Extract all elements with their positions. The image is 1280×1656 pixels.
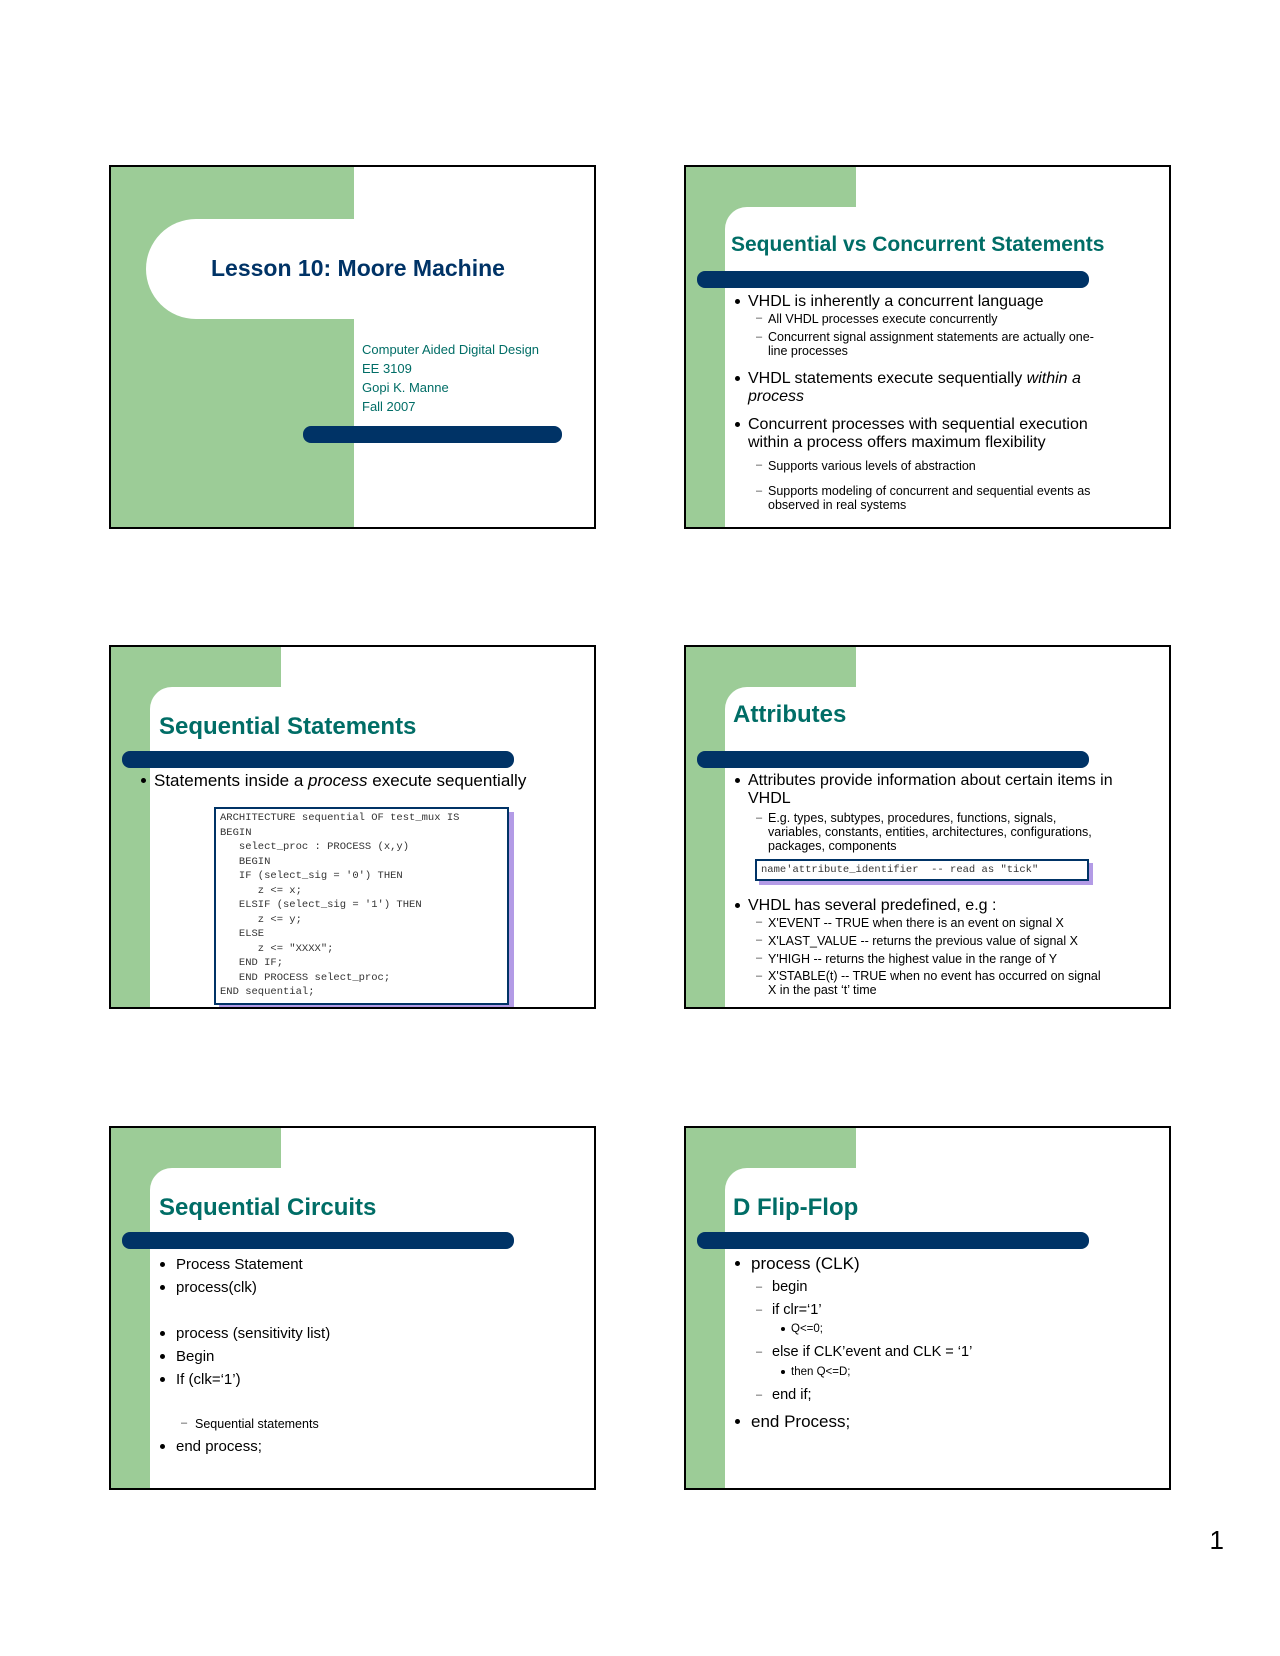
bullet-item: process (CLK) — [733, 1254, 860, 1274]
slide-4 — [684, 645, 1171, 1009]
slide-title: Sequential Circuits — [159, 1194, 377, 1221]
bullet-item: VHDL has several predefined, e.g : — [733, 897, 996, 915]
bullet-dot — [160, 1444, 165, 1449]
subtitle-term: Fall 2007 — [362, 399, 416, 414]
code-block: ARCHITECTURE sequential OF test_mux IS BEGIN select_proc : PROCESS (x,y) BEGIN IF (select_sig = '0') THEN z <= x; ELSIF (select_sig = '1') THEN z <= y; ELSE z <= "XXXX"; END IF; END PROCESS select_proc; END sequential; — [214, 807, 509, 1005]
bullet-item: process (sensitivity list) — [158, 1325, 330, 1342]
slide-title: Sequential Statements — [159, 713, 417, 740]
accent-bar — [697, 751, 1089, 768]
bullet-item: end Process; — [733, 1412, 850, 1432]
accent-bar — [697, 271, 1089, 288]
sub-sub-bullet-item: then Q<=D; — [781, 1366, 850, 1378]
bullet-item: Concurrent processes with sequential execution within a process offers maximum flexibility — [733, 416, 1088, 452]
bullet-item: VHDL is inherently a concurrent language — [733, 293, 1044, 311]
bullet-dot — [160, 1331, 165, 1336]
bullet-item: Process Statement — [158, 1256, 303, 1273]
bullet-dot — [141, 778, 146, 783]
bullet-item: end process; — [158, 1438, 262, 1455]
sub-sub-bullet-item: Q<=0; — [781, 1323, 823, 1335]
sub-bullet-item: – if clr=‘1’ — [756, 1302, 822, 1318]
bullet-item: Statements inside a process execute sequentially — [139, 771, 526, 791]
slide-3 — [109, 645, 596, 1009]
subtitle-course: Computer Aided Digital Design — [362, 342, 540, 357]
slide-title: Sequential vs Concurrent Statements — [731, 233, 1105, 256]
bullet-dot — [781, 1370, 785, 1374]
bullet-item: If (clk=‘1’) — [158, 1371, 241, 1388]
slide-2 — [684, 165, 1171, 529]
sub-bullet-item: – All VHDL processes execute concurrently — [756, 312, 998, 326]
bullet-dot — [735, 903, 740, 908]
sub-bullet-item: – X'STABLE(t) -- TRUE when no event has occurred on signal X in the past ‘t’ time — [756, 969, 1101, 997]
bullet-dot — [735, 299, 740, 304]
bullet-dot — [781, 1327, 785, 1331]
accent-bar — [303, 426, 562, 443]
sub-bullet-item: – Concurrent signal assignment statements are actually one- line processes — [756, 330, 1094, 358]
bullet-dot — [160, 1354, 165, 1359]
sub-bullet-item: – X'EVENT -- TRUE when there is an event on signal X — [756, 916, 1064, 930]
sub-bullet-item: – X'LAST_VALUE -- returns the previous value of signal X — [756, 934, 1078, 948]
slide-6 — [684, 1126, 1171, 1490]
code-block: name'attribute_identifier -- read as "tick" — [755, 859, 1089, 881]
accent-bar — [697, 1232, 1089, 1249]
sub-bullet-item: – E.g. types, subtypes, procedures, functions, signals, variables, constants, entities, architectures, configurations, packages, components — [756, 811, 1092, 853]
slide-title: Attributes — [733, 701, 847, 728]
subtitle-author: Gopi K. Manne — [362, 380, 449, 395]
accent-bar — [122, 1232, 514, 1249]
sub-bullet-item: – Supports modeling of concurrent and sequential events as observed in real systems — [756, 484, 1091, 512]
slide-subtitle — [362, 340, 539, 416]
bullet-dot — [735, 376, 740, 381]
sub-bullet-item: – Supports various levels of abstraction — [756, 459, 976, 473]
bullet-item: Begin — [158, 1348, 214, 1365]
bullet-dot — [735, 422, 740, 427]
bullet-item: VHDL statements execute sequentially within a process — [733, 370, 1081, 406]
sub-bullet-item: – else if CLK’event and CLK = ‘1’ — [756, 1344, 973, 1360]
bullet-dot — [735, 1261, 740, 1266]
sub-bullet-item: – Y'HIGH -- returns the highest value in the range of Y — [756, 952, 1058, 966]
bullet-dot — [735, 1419, 740, 1424]
bullet-dot — [160, 1377, 165, 1382]
page-number: 1 — [1209, 1525, 1224, 1555]
slide-1 — [109, 165, 596, 529]
accent-bar — [122, 751, 514, 768]
bullet-dot — [735, 778, 740, 783]
bullet-item: process(clk) — [158, 1279, 257, 1296]
slide-title: Lesson 10: Moore Machine — [211, 255, 505, 281]
bullet-dot — [160, 1262, 165, 1267]
slide-5 — [109, 1126, 596, 1490]
bullet-item: Attributes provide information about certain items in VHDL — [733, 772, 1113, 808]
slide-title: D Flip-Flop — [733, 1194, 859, 1221]
bullet-dot — [160, 1285, 165, 1290]
subtitle-code: EE 3109 — [362, 361, 412, 376]
sub-bullet-item: – end if; — [756, 1387, 812, 1403]
sub-bullet-item: – Sequential statements — [181, 1417, 319, 1431]
sub-bullet-item: – begin — [756, 1279, 808, 1295]
